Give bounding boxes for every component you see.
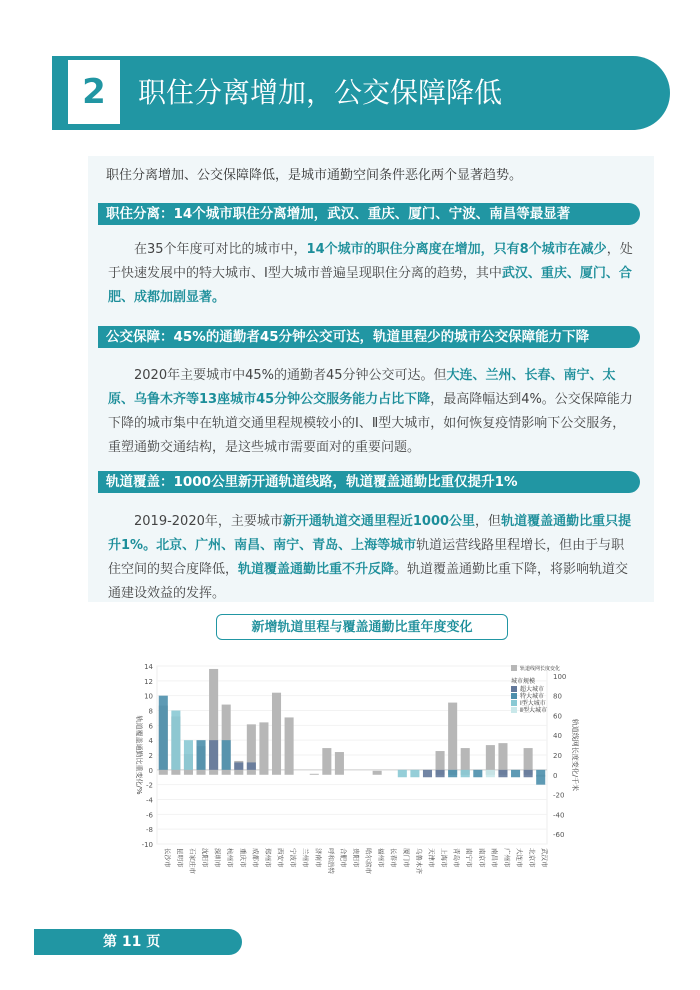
rail-chart — [127, 656, 581, 886]
category-label: 济南市 — [314, 848, 323, 868]
category-label: 乌鲁木齐 — [414, 848, 423, 874]
right-tick-label: 0 — [553, 771, 558, 780]
category-label: 长春市 — [389, 848, 398, 868]
legend-label: 超大城市 — [520, 686, 545, 693]
left-tick-label: -10 — [141, 841, 153, 849]
legend-swatch-network — [511, 665, 517, 671]
share-bar — [511, 770, 520, 777]
category-label: 北京市 — [528, 848, 537, 868]
share-bar — [436, 770, 445, 777]
category-label: 厦门市 — [402, 848, 411, 868]
highlight-text: 轨道覆盖通勤比重不升反降 — [238, 562, 395, 577]
legend-label: Ⅱ型大城市 — [520, 707, 547, 714]
right-tick-label: -60 — [553, 831, 565, 840]
left-tick-label: -4 — [146, 796, 153, 805]
right-tick-label: -20 — [553, 791, 565, 800]
legend-swatch — [511, 693, 517, 699]
section-number: 2 — [68, 60, 120, 124]
network-bar — [310, 774, 319, 775]
highlight-text: 14个城市的职住分离度在增加，只有8个城市在减少 — [306, 242, 607, 257]
share-bar — [473, 770, 482, 777]
category-label: 昆明市 — [175, 848, 184, 868]
network-bar — [335, 752, 344, 775]
category-label: 深圳市 — [213, 848, 222, 868]
right-tick-label: 80 — [553, 692, 562, 701]
left-tick-label: 6 — [148, 722, 153, 731]
body-text: 。轨道覆盖通勤比重下降，将影响轨道交通建设效益的发挥。 — [108, 562, 629, 601]
category-label: 兰州市 — [301, 848, 310, 868]
share-bar — [423, 770, 432, 777]
share-bar — [171, 711, 180, 770]
heading-job-housing: 职住分离：14个城市职住分离增加，武汉、重庆、厦门、宁波、南昌等最显著 — [98, 203, 640, 225]
left-tick-label: 0 — [148, 766, 153, 775]
legend-label: Ⅰ型大城市 — [520, 700, 546, 707]
share-bar — [486, 770, 495, 777]
left-tick-label: 14 — [144, 663, 153, 671]
category-label: 大连市 — [515, 848, 524, 868]
body-text: 在35个年度可对比的城市中， — [134, 242, 307, 257]
category-label: 杭州市 — [226, 848, 235, 868]
category-label: 天津市 — [427, 848, 436, 868]
paragraph-job-housing — [108, 238, 634, 310]
network-bar — [285, 717, 294, 774]
paragraph-rail — [108, 510, 634, 606]
category-label: 贵阳市 — [352, 848, 360, 868]
body-text: 2020年主要城市中45%的通勤者45分钟公交可达。但 — [134, 368, 447, 383]
category-label: 长沙市 — [163, 848, 172, 868]
highlight-text: 轨道覆盖通勤比重只提升1%。北京、广州、南昌、南宁、青岛、上海等城市 — [108, 514, 632, 553]
network-bar — [373, 771, 382, 775]
network-bar — [259, 722, 268, 774]
body-text: ，最高降幅达到4%。公交保障能力下降的城市集中在轨道交通里程规模较小的Ⅰ、Ⅱ型大城市，如何恢复疫情影响下公交服务，重塑通勤交通结构，是这些城市需要面对的重要问题。 — [108, 392, 633, 455]
share-bar — [410, 770, 419, 777]
category-label: 石家庄市 — [188, 848, 197, 874]
left-tick-label: 10 — [144, 692, 153, 701]
legend-swatch — [511, 700, 517, 706]
category-label: 南昌市 — [490, 848, 499, 868]
body-text: 轨道运营线路里程增长，但由于与职住空间的契合度降低， — [108, 538, 625, 577]
category-label: 郑州市 — [263, 848, 272, 868]
share-bar — [247, 762, 256, 769]
category-label: 南京市 — [477, 848, 486, 868]
body-text: 2019-2020年，主要城市 — [134, 514, 283, 529]
category-label: 上海市 — [440, 848, 449, 868]
left-tick-label: 12 — [144, 677, 153, 686]
category-label: 南宁市 — [465, 848, 474, 868]
highlight-text: 武汉、重庆、厦门、合肥、成都加剧显著。 — [108, 266, 632, 305]
body-text: ，但 — [475, 514, 502, 529]
category-label: 青岛市 — [452, 848, 461, 868]
left-tick-label: -8 — [146, 826, 153, 835]
category-label: 武汉市 — [540, 848, 549, 868]
left-tick-label: -6 — [146, 811, 153, 820]
right-tick-label: 40 — [553, 732, 562, 741]
category-label: 广州市 — [502, 848, 511, 868]
chart-title: 新增轨道里程与覆盖通勤比重年度变化 — [216, 614, 508, 640]
legend-label-network: 轨道线网长度变化 — [520, 666, 561, 672]
category-label: 重庆市 — [238, 848, 247, 868]
legend-title: 城市规模 — [511, 678, 536, 685]
section-title: 职住分离增加，公交保障降低 — [138, 76, 503, 109]
right-tick-label: 60 — [553, 712, 562, 721]
heading-rail: 轨道覆盖：1000公里新开通轨道线路，轨道覆盖通勤比重仅提升1% — [98, 471, 640, 493]
category-label: 西安市 — [276, 848, 285, 868]
share-bar — [461, 770, 470, 777]
share-bar — [398, 770, 407, 777]
right-tick-label: 20 — [553, 752, 562, 760]
category-label: 宁波市 — [289, 848, 298, 868]
intro-text: 职住分离增加、公交保障降低，是城市通勤空间条件恶化两个显著趋势。 — [106, 168, 523, 183]
legend-swatch — [511, 707, 517, 713]
network-bar — [448, 703, 457, 775]
share-bar — [536, 770, 545, 785]
category-label: 呼和浩特 — [326, 848, 335, 874]
paragraph-transit — [108, 364, 634, 460]
network-bar — [322, 748, 331, 775]
share-bar — [222, 740, 231, 770]
category-label: 成都市 — [251, 848, 260, 868]
heading-transit: 公交保障：45%的通勤者45分钟公交可达，轨道里程少的城市公交保障能力下降 — [98, 326, 640, 348]
body-text: ，处于快速发展中的特大城市、Ⅰ型大城市普遍呈现职住分离的趋势，其中 — [108, 242, 633, 281]
right-tick-label: 100 — [553, 672, 567, 681]
category-label: 福州市 — [377, 848, 386, 868]
right-axis-title: 轨道线网长度变化/千米 — [571, 718, 579, 792]
category-label: 沈阳市 — [201, 848, 210, 868]
left-tick-label: 8 — [148, 707, 153, 716]
share-bar — [209, 740, 218, 770]
left-tick-label: 4 — [148, 737, 153, 746]
highlight-text: 新开通轨道交通里程近1000公里 — [282, 514, 476, 529]
highlight-text: 大连、兰州、长春、南宁、太原、乌鲁木齐等13座城市45分钟公交服务能力占比下降 — [108, 368, 616, 407]
category-label: 哈尔滨市 — [364, 848, 373, 874]
left-axis-title: 轨道覆盖通勤比重变化/% — [135, 715, 143, 795]
share-bar — [197, 740, 206, 770]
share-bar — [448, 770, 457, 777]
left-tick-label: 2 — [148, 752, 153, 760]
page-number: 第 11 页 — [103, 934, 161, 950]
category-label: 合肥市 — [339, 848, 348, 868]
right-tick-label: -40 — [553, 811, 565, 820]
legend-swatch — [511, 686, 517, 692]
legend-label: 特大城市 — [520, 693, 545, 700]
share-bar — [159, 696, 168, 770]
network-bar — [272, 693, 281, 775]
left-tick-label: -2 — [146, 781, 153, 790]
share-bar — [524, 770, 533, 777]
share-bar — [234, 762, 243, 769]
share-bar — [184, 740, 193, 770]
share-bar — [498, 770, 507, 777]
